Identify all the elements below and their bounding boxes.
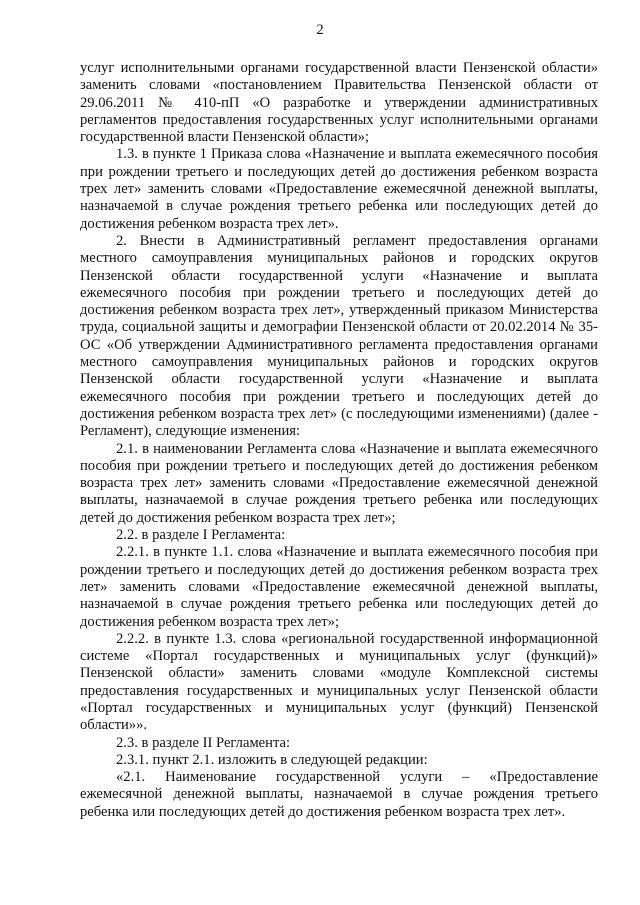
paragraph-2-3: 2.3. в разделе II Регламента:	[116, 734, 291, 751]
paragraph-2-1-quote: «2.1. Наименование государственной услуги – «Предоставление ежемесячной денежной выплаты, назначаемой в случае рождения третьего ребенка или последующих детей до достижения ребенком возраста трех лет».	[80, 769, 598, 820]
paragraph-2-2-1: 2.2.1. в пункте 1.1. слова «Назначение и выплата ежемесячного пособия при рождении третьего и последующих детей до достижения ребенком возраста трех лет» заменить словами «Предоставление ежемесячной денежной выплаты, назначаемой в случае рождения третьего ребенка или последующих детей до достижения ребенком возраста трех лет»;	[80, 544, 598, 630]
page-number: 2	[316, 22, 324, 38]
paragraph-2-2-2: 2.2.2. в пункте 1.3. слова «региональной государственной информационной системе «Портал государственных и муниципальных услуг (функций)» Пензенской области» заменить словами «модуле Комплексной системы предоставления государственных и муниципальных услуг Пензенской области «Портал государственных и муниципальных услуг (функций) Пензенской области»».	[80, 630, 598, 734]
paragraph-2: 2. Внести в Административный регламент предоставления органами местного самоуправления муниципальных районов и городских округов Пензенской области государственной услуги «Назначение и выплата ежемесячного пособия при рождении третьего и последующих детей до достижения ребенком возраста трех лет», утвержденный приказом Министерства труда, социальной защиты и демографии Пензенской области от 20.02.2014 № 35-ОС «Об утверждении Административного регламента предоставления органами местного самоуправления муниципальных районов и городских округов Пензенской области государственной услуги «Назначение и выплата ежемесячного пособия при рождении третьего и последующих детей до достижения ребенком возраста трех лет» (с последующими изменениями) (далее - Регламент), следующие изменения:	[80, 232, 598, 440]
paragraph-2-2: 2.2. в разделе I Регламента:	[116, 527, 286, 544]
document-body	[80, 60, 598, 821]
paragraph-2-3-1: 2.3.1. пункт 2.1. изложить в следующей редакции:	[116, 751, 428, 768]
paragraph-2-1: 2.1. в наименовании Регламента слова «Назначение и выплата ежемесячного пособия при рождении третьего и последующих детей до достижения ребенком возраста трех лет» заменить словами «Предоставление ежемесячной денежной выплаты, назначаемой в случае рождения третьего ребенка или последующих детей до достижения ребенком возраста трех лет»;	[80, 440, 598, 526]
paragraph-continuation: услуг исполнительными органами государственной власти Пензенской области» заменить словами «постановлением Правительства Пензенской области от 29.06.2011 № 410-пП «О разработке и утверждении административных регламентов предоставления государственных услуг исполнительными органами государственной власти Пензенской области»;	[80, 60, 598, 146]
paragraph-1-3: 1.3. в пункте 1 Приказа слова «Назначение и выплата ежемесячного пособия при рождении третьего и последующих детей до достижения ребенком возраста трех лет» заменить словами «Предоставление ежемесячной денежной выплаты, назначаемой в случае рождения третьего ребенка или последующих детей до достижения ребенком возраста трех лет».	[80, 146, 598, 232]
